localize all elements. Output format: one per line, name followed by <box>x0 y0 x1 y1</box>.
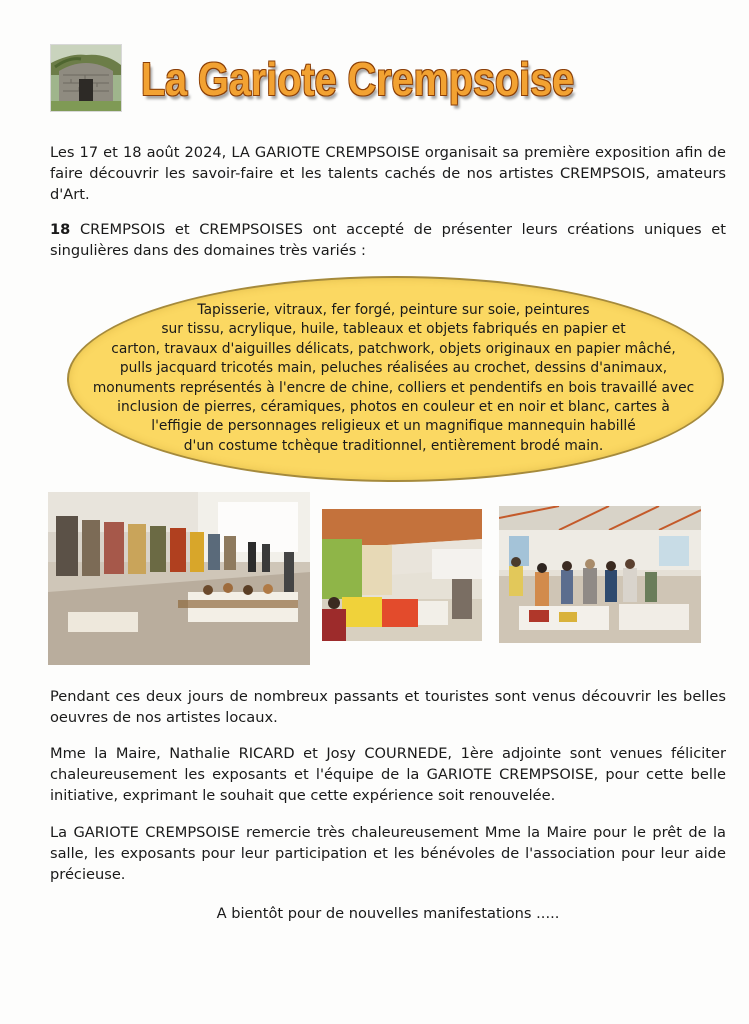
domains-line: monuments représentés à l'encre de chine, colliers et pendentifs en bois travaillé avec <box>92 379 695 396</box>
intro-text-1: Les 17 et 18 août 2024, <box>50 144 232 161</box>
mayor-paragraph: Mme la Maire, Nathalie RICARD et Josy COURNEDE, 1ère adjointe sont venues féliciter chaleureusement les exposants et l'équipe de la GARIOTE CREMPSOISE, pour cette belle initiative, exprimant le souhait que cette expérience soit renouvelée. <box>50 745 726 804</box>
exhibitors-tables-photo <box>322 509 482 641</box>
domains-text <box>72 301 715 456</box>
thanks-paragraph: La GARIOTE CREMPSOISE remercie très chaleureusement Mme la Maire pour le prêt de la salle, les exposants pour leur participation et les bénévoles de l'association pour leur aide précieuse. <box>50 824 726 883</box>
artists-text: CREMPSOIS et CREMPSOISES ont accepté de présenter leurs créations uniques et singulières dans des domaines très variés : <box>50 221 726 259</box>
domains-line: l'effigie de personnages religieux et un magnifique mannequin habillé <box>151 418 636 435</box>
intro-paragraph <box>50 142 726 205</box>
domains-line: inclusion de pierres, céramiques, photos en couleur et en noir et blanc, cartes à <box>117 399 670 416</box>
domains-line: sur tissu, acrylique, huile, tableaux et objets fabriqués en papier et <box>161 321 626 338</box>
closing-line: A bientôt pour de nouvelles manifestations ..... <box>216 905 560 922</box>
stone-hut-icon <box>50 44 122 112</box>
org-name: LA GARIOTE CREMPSOISE <box>231 144 420 161</box>
domains-line: Tapisserie, vitraux, fer forgé, peinture sur soie, peintures <box>197 302 590 318</box>
artist-count: 18 <box>50 221 71 238</box>
domains-line: d'un costume tchèque traditionnel, entièrement brodé main. <box>183 437 604 454</box>
exhibition-hall-photo <box>48 492 310 665</box>
visitors-paragraph: Pendant ces deux jours de nombreux passants et touristes sont venus découvrir les belles oeuvres de nos artistes locaux. <box>50 688 726 726</box>
intro-text-2: organisait sa première exposition afin de faire découvrir les savoir-faire et les talents cachés de nos artistes CREMPSOIS, amateurs d'Art. <box>50 144 726 203</box>
visitors-crowd-photo <box>499 506 701 643</box>
artists-paragraph <box>50 219 726 261</box>
domains-line: pulls jacquard tricotés main, peluches réalisées au crochet, dessins d'animaux, <box>119 360 668 377</box>
page-title: La Gariote Crempsoise <box>141 53 575 105</box>
domains-line: carton, travaux d'aiguilles délicats, patchwork, objets originaux en papier mâché, <box>111 340 676 357</box>
